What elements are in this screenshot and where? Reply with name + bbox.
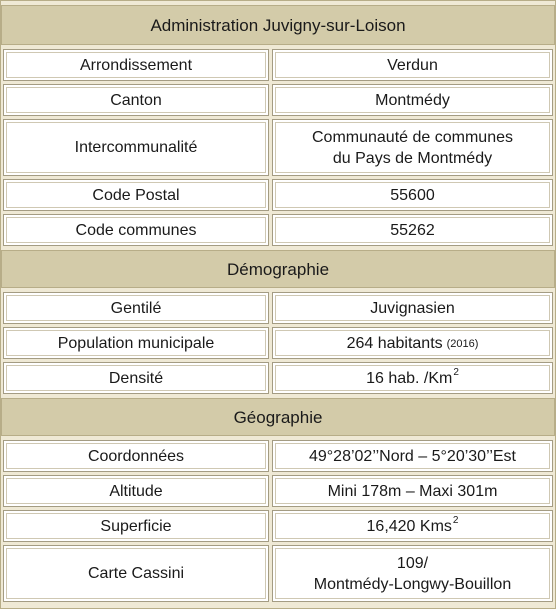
label-carte-cassini	[3, 545, 269, 602]
row-value: 264 habitants	[346, 334, 443, 352]
row-value: 55600	[390, 186, 435, 204]
section-header-geographie	[1, 398, 555, 436]
row-value: 55262	[390, 221, 435, 239]
unit-exponent: 2	[453, 366, 459, 378]
row-label: Code Postal	[92, 186, 180, 204]
row-label: Canton	[110, 91, 162, 109]
value-coordonnees	[272, 440, 553, 472]
label-arrondissement	[3, 49, 269, 81]
row-label: Densité	[108, 369, 164, 387]
row-value: 16 hab. /Km	[366, 369, 453, 387]
row-value-line2: du Pays de Montmédy	[332, 149, 493, 167]
label-canton	[3, 84, 269, 116]
row-value-line2: Montmédy-Longwy-Bouillon	[313, 575, 512, 593]
row-label: Code communes	[75, 221, 197, 239]
row-label: Arrondissement	[79, 56, 193, 74]
value-arrondissement	[272, 49, 553, 81]
value-canton	[272, 84, 553, 116]
section-header-demographie	[1, 250, 555, 288]
row-label: Gentilé	[110, 299, 162, 317]
label-code-communes	[3, 214, 269, 246]
row-value: 16,420 Kms	[366, 517, 452, 535]
value-densite	[272, 362, 553, 394]
row-label: Coordonnées	[87, 447, 185, 465]
value-gentile	[272, 292, 553, 324]
label-intercommunalite	[3, 119, 269, 176]
section-header-administration	[1, 5, 555, 45]
population-year-note: (2016)	[446, 337, 479, 350]
value-population	[272, 327, 553, 359]
value-intercommunalite	[272, 119, 553, 176]
row-label: Carte Cassini	[87, 565, 185, 582]
value-code-postal	[272, 179, 553, 211]
value-altitude	[272, 475, 553, 507]
label-superficie	[3, 510, 269, 542]
label-code-postal	[3, 179, 269, 211]
label-coordonnees	[3, 440, 269, 472]
row-label: Population municipale	[57, 334, 215, 352]
value-superficie	[272, 510, 553, 542]
label-densite	[3, 362, 269, 394]
label-altitude	[3, 475, 269, 507]
row-value: Montmédy	[375, 91, 450, 109]
value-code-communes	[272, 214, 553, 246]
row-value: Juvignasien	[370, 299, 455, 317]
section-title: Administration Juvigny-sur-Loison	[150, 15, 406, 35]
label-gentile	[3, 292, 269, 324]
row-value: 49°28’02’’Nord – 5°20’30’’Est	[308, 447, 516, 465]
section-title: Géographie	[233, 407, 323, 427]
value-carte-cassini	[272, 545, 553, 602]
unit-exponent: 2	[452, 514, 459, 526]
label-population	[3, 327, 269, 359]
row-value: Verdun	[387, 56, 438, 74]
row-value-line1: Communauté de communes	[312, 128, 513, 146]
row-label: Intercommunalité	[74, 139, 198, 156]
section-title: Démographie	[226, 259, 330, 279]
row-value-line1: 109/	[396, 554, 429, 572]
row-value: Mini 178m – Maxi 301m	[327, 482, 498, 500]
row-label: Altitude	[109, 482, 163, 500]
row-label: Superficie	[100, 517, 172, 535]
